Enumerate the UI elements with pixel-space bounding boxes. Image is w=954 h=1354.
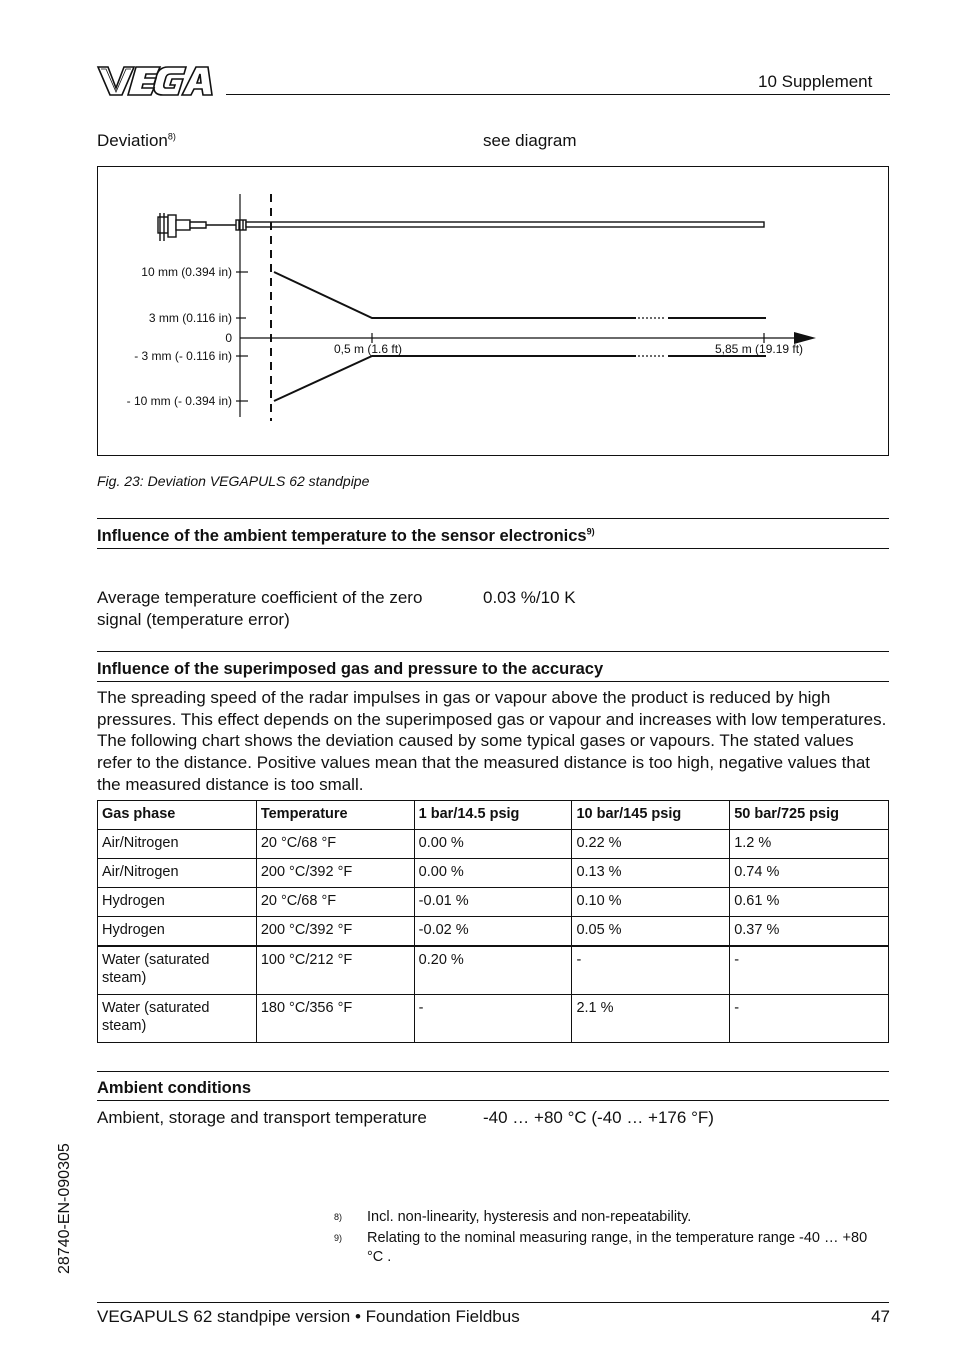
table-cell: Air/Nitrogen: [98, 859, 257, 888]
table-cell: 0.10 %: [572, 888, 730, 917]
y-label-10mm: 10 mm (0.394 in): [141, 265, 232, 279]
y-label-zero: 0: [225, 331, 232, 345]
ambient-value: -40 … +80 °C (-40 … +176 °F): [483, 1108, 714, 1127]
table-header: 10 bar/145 psig: [572, 801, 730, 830]
footnotes: [334, 1208, 874, 1269]
section-rule: [97, 681, 889, 682]
table-row: [98, 888, 889, 917]
table-cell: 1.2 %: [730, 830, 889, 859]
temp-section-heading: Influence of the ambient temperature to the sensor electronics$^{9)}$: [97, 526, 595, 545]
gas-deviation-table: [97, 800, 889, 1043]
table-cell: 0.05 %: [572, 917, 730, 947]
table-cell: 20 °C/68 °F: [256, 830, 414, 859]
table-cell: 0.20 %: [414, 946, 572, 995]
footnote-text: Incl. non-linearity, hysteresis and non-repeatability.: [367, 1209, 692, 1225]
footnote: [334, 1229, 874, 1268]
table-cell: -0.01 %: [414, 888, 572, 917]
table-cell: Water (saturated steam): [98, 995, 257, 1043]
table-row: [98, 830, 889, 859]
table-cell: 0.37 %: [730, 917, 889, 947]
table-cell: Hydrogen: [98, 888, 257, 917]
table-cell: 0.22 %: [572, 830, 730, 859]
table-cell: Air/Nitrogen: [98, 830, 257, 859]
ambient-label: Ambient, storage and transport temperature: [97, 1108, 427, 1127]
y-label-minus-3mm: - 3 mm (- 0.116 in): [134, 349, 232, 363]
deviation-diagram: [97, 166, 889, 456]
figure-caption: Fig. 23: Deviation VEGAPULS 62 standpipe: [97, 473, 370, 489]
table-cell: 0.13 %: [572, 859, 730, 888]
table-row: [98, 946, 889, 995]
table-cell: 2.1 %: [572, 995, 730, 1043]
table-row: [98, 917, 889, 947]
section-rule: [97, 651, 889, 652]
table-cell: 100 °C/212 °F: [256, 946, 414, 995]
y-label-minus-10mm: - 10 mm (- 0.394 in): [126, 394, 232, 408]
table-cell: 0.61 %: [730, 888, 889, 917]
table-header: 50 bar/725 psig: [730, 801, 889, 830]
diagram-svg: [98, 167, 888, 455]
page-number: 47: [871, 1307, 890, 1326]
table-row: [98, 859, 889, 888]
ambient-heading: Ambient conditions: [97, 1079, 251, 1097]
table-cell: 0.00 %: [414, 830, 572, 859]
section-rule: [97, 1071, 889, 1072]
table-header: 1 bar/14.5 psig: [414, 801, 572, 830]
document-id: 28740-EN-090305: [56, 1143, 73, 1274]
x-label-0-5m: 0,5 m (1.6 ft): [334, 342, 403, 356]
section-rule: [97, 548, 889, 549]
table-cell: 0.00 %: [414, 859, 572, 888]
table-cell: 200 °C/392 °F: [256, 917, 414, 947]
header-rule: [226, 94, 890, 95]
table-header: Gas phase: [98, 801, 257, 830]
lower-deviation-line: [274, 356, 766, 401]
table-cell: Hydrogen: [98, 917, 257, 947]
table-cell: 0.74 %: [730, 859, 889, 888]
table-cell: 200 °C/392 °F: [256, 859, 414, 888]
table-cell: Water (saturated steam): [98, 946, 257, 995]
x-label-5-85m: 5,85 m (19.19 ft): [715, 342, 804, 356]
brand-text: VEGA: [96, 64, 99, 65]
footnote-text: Relating to the nominal measuring range, in the temperature range -40 … +80 °C .: [367, 1229, 868, 1265]
table-header-row: [98, 801, 889, 830]
sensor-icon: [158, 213, 764, 241]
vega-logo: [96, 64, 214, 98]
section-rule: [97, 518, 889, 519]
upper-deviation-line: [274, 272, 766, 318]
footnote-number: 9): [334, 1232, 343, 1243]
table-cell: -: [414, 995, 572, 1043]
table-cell: -: [730, 946, 889, 995]
gas-section-paragraph: The spreading speed of the radar impulses in gas or vapour above the product is reduced by high pressures. This effect depends on the superimposed gas or vapour and increases with low temperatures. The following chart shows the deviation caused by some typical gases or vapours. The stated values refer to the distance. Positive values mean that the measured distance is too high, negative values that the measured distance is too small.: [97, 688, 887, 794]
table-row: [98, 995, 889, 1043]
section-label: 10 Supplement: [758, 72, 873, 91]
temp-footnote-ref: 9): [586, 526, 595, 537]
footnote: [334, 1208, 874, 1228]
table-header: Temperature: [256, 801, 414, 830]
table-cell: 180 °C/356 °F: [256, 995, 414, 1043]
table-cell: 20 °C/68 °F: [256, 888, 414, 917]
table-cell: -: [730, 995, 889, 1043]
deviation-label: Deviation$^{8)}$: [97, 131, 176, 150]
temp-coefficient-value: 0.03 %/10 K: [483, 588, 576, 607]
footnote-number: 8): [334, 1212, 343, 1222]
table-cell: -: [572, 946, 730, 995]
footer-title: VEGAPULS 62 standpipe version • Foundation Fieldbus: [97, 1307, 520, 1326]
gas-section-heading: Influence of the superimposed gas and pressure to the accuracy: [97, 660, 604, 678]
deviation-value: see diagram: [483, 131, 577, 150]
y-label-3mm: 3 mm (0.116 in): [148, 311, 232, 325]
table-cell: -0.02 %: [414, 917, 572, 947]
temp-coefficient-label: Average temperature coefficient of the zero signal (temperature error): [97, 588, 423, 629]
deviation-footnote-ref: 8): [167, 131, 176, 142]
footer-rule: [97, 1302, 889, 1303]
section-rule: [97, 1100, 889, 1101]
